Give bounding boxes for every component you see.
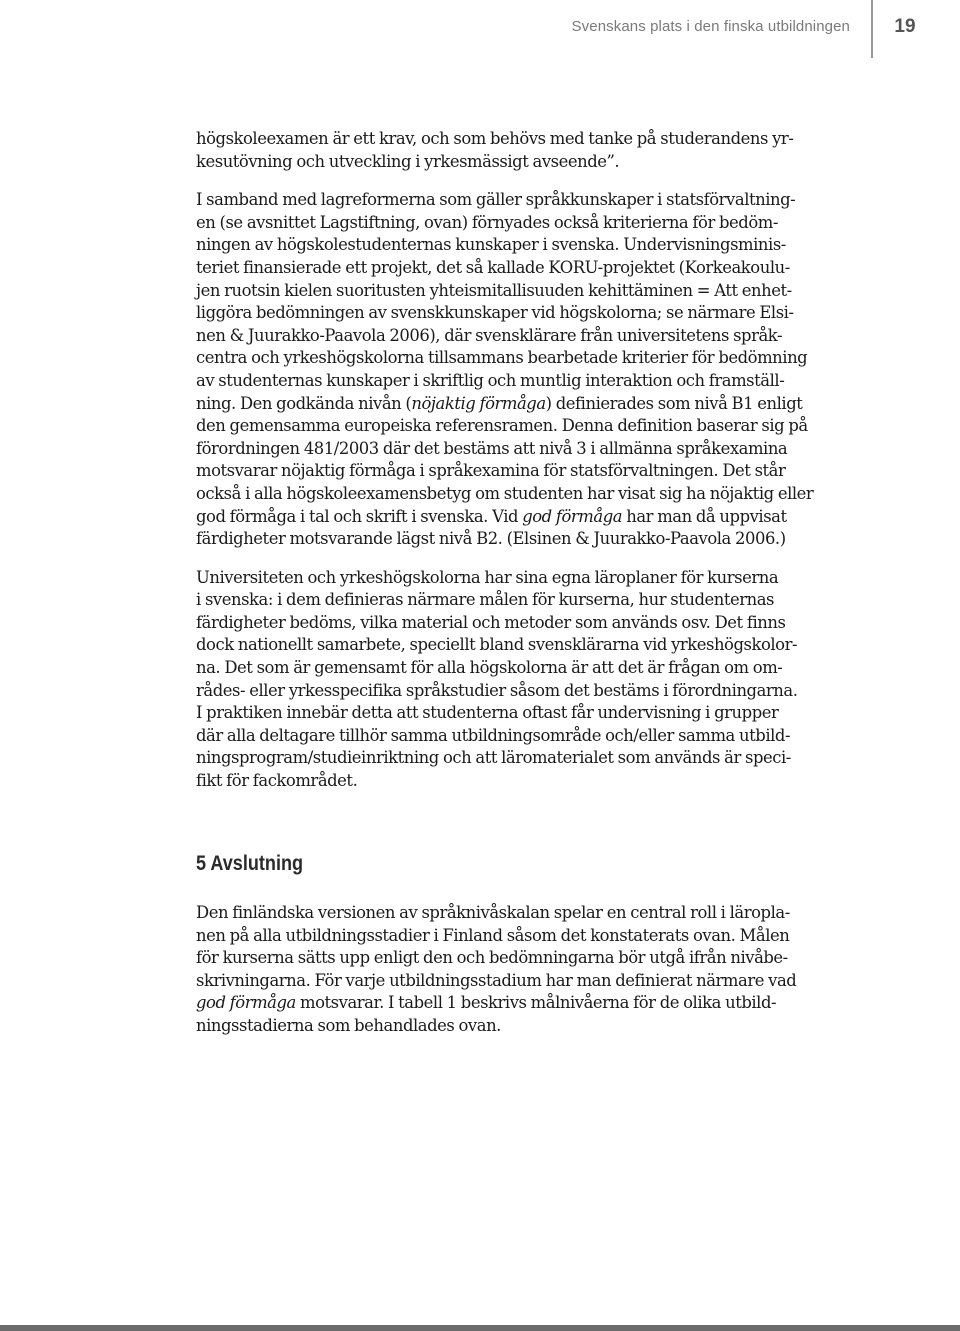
text-run: för kurserna sätts upp enligt den och bedömningarna bör utgå ifrån nivåbe- [196, 948, 788, 968]
italic-term: nöjaktig förmåga [411, 393, 546, 413]
text-run: I praktiken innebär detta att studenterna oftast får undervisning i grupper [196, 703, 779, 723]
text-run: färdigheter bedöms, vilka material och metoder som används osv. Det finns [196, 612, 786, 632]
text-line [196, 483, 816, 506]
text-line [196, 128, 816, 151]
text-run: na. Det som är gemensamt för alla högskolorna är att det är frågan om om- [196, 658, 783, 678]
text-run: jen ruotsin kielen suoritusten yhteismitallisuuden kehittäminen = Att enhet- [196, 280, 792, 300]
text-line [196, 925, 816, 948]
text-run: ningsstadierna som behandlades ovan. [196, 1015, 501, 1035]
text-run: av studenternas kunskaper i skriftlig och muntlig interaktion och framställ- [196, 370, 785, 390]
text-line [196, 702, 816, 725]
text-line [196, 657, 816, 680]
text-line [196, 612, 816, 635]
text-line [196, 212, 816, 235]
text-line [196, 770, 816, 793]
text-run: fikt för fackområdet. [196, 771, 358, 791]
text-run: I samband med lagreformerna som gäller språkkunskaper i statsförvaltning- [196, 190, 796, 210]
text-line [196, 589, 816, 612]
text-line [196, 151, 816, 174]
text-run: Den finländska versionen av språknivåskalan spelar en central roll i läropla- [196, 903, 790, 922]
text-line [196, 325, 816, 348]
text-line [196, 725, 816, 748]
text-run: ningsprogram/studieinriktning och att läromaterialet som används är speci- [196, 748, 791, 768]
page-number: 19 [894, 16, 916, 37]
text-run: god förmåga i tal och skrift i svenska. Vid [196, 506, 523, 526]
text-run: ) definierades som nivå B1 enligt [545, 393, 803, 413]
paragraph [196, 128, 816, 173]
text-run: liggöra bedömningen av svenskkunskaper vid högskolorna; se närmare Elsi- [196, 303, 794, 323]
text-line [196, 992, 816, 1015]
text-run: ningen av högskolestudenternas kunskaper i svenska. Undervisningsminis- [196, 235, 786, 255]
running-title: Svenskans plats i den finska utbildningen [571, 18, 850, 35]
text-line [196, 460, 816, 483]
text-line [196, 528, 816, 551]
text-line [196, 415, 816, 438]
italic-term: god förmåga [196, 993, 296, 1013]
text-run: färdigheter motsvarande lägst nivå B2. (Elsinen & Juurakko-Paavola 2006.) [196, 529, 786, 549]
text-run: teriet finansierade ett projekt, det så kallade KORU-projektet (Korkeakoulu- [196, 257, 790, 277]
text-run: en (se avsnittet Lagstiftning, ovan) förnyades också kriterierna för bedöm- [196, 212, 778, 232]
text-run: den gemensamma europeiska referensramen. Denna definition baserar sig på [196, 416, 808, 436]
text-run: centra och yrkeshögskolorna tillsammans bearbetade kriterier för bedömning [196, 348, 808, 368]
text-run: dock nationellt samarbete, speciellt bland svensklärarna vid yrkeshögskolor- [196, 635, 798, 655]
text-line [196, 1015, 816, 1038]
text-line [196, 680, 816, 703]
section-heading: 5 Avslutning [196, 852, 304, 875]
text-line [196, 189, 816, 212]
text-run: motsvarar. I tabell 1 beskrivs målnivåerna för de olika utbild- [295, 993, 777, 1013]
text-line [196, 347, 816, 370]
body-text-before-heading [196, 128, 816, 793]
text-run: ning. Den godkända nivån ( [196, 393, 412, 413]
text-line [196, 634, 816, 657]
paragraph [196, 902, 816, 1038]
text-line [196, 393, 816, 416]
text-line [196, 438, 816, 461]
paragraph [196, 567, 816, 793]
italic-term: god förmåga [522, 506, 623, 526]
text-line [196, 370, 816, 393]
header-divider [871, 0, 873, 58]
text-run: i svenska: i dem definieras närmare målen för kurserna, hur studenternas [196, 590, 775, 610]
text-line [196, 257, 816, 280]
text-run: motsvarar nöjaktig förmåga i språkexamina för statsförvaltningen. Det står [196, 461, 786, 481]
text-line [196, 506, 816, 529]
text-run: rådes- eller yrkesspecifika språkstudier såsom det bestäms i förordningarna. [196, 680, 798, 700]
text-run: nen på alla utbildningsstadier i Finland såsom det konstaterats ovan. Målen [196, 925, 790, 945]
text-line [196, 970, 816, 993]
text-run: där alla deltagare tillhör samma utbildningsområde och/eller samma utbild- [196, 725, 791, 745]
text-line [196, 234, 816, 257]
text-run: Universiteten och yrkeshögskolorna har sina egna läroplaner för kurserna [196, 567, 779, 587]
text-line [196, 280, 816, 303]
text-run: har man då uppvisat [622, 506, 787, 526]
paragraph [196, 189, 816, 551]
text-run: förordningen 481/2003 där det bestäms att nivå 3 i allmänna språkexamina [196, 438, 788, 458]
text-run: kesutövning och utveckling i yrkesmässigt avseende”. [196, 151, 620, 171]
text-run: också i alla högskoleexamensbetyg om studenten har visat sig ha nöjaktig eller [196, 483, 814, 503]
text-line [196, 567, 816, 590]
text-line [196, 747, 816, 770]
text-line [196, 302, 816, 325]
body-text-after-heading [196, 902, 816, 1038]
text-line [196, 947, 816, 970]
text-run: skrivningarna. För varje utbildningsstadium har man definierat närmare vad [196, 970, 797, 990]
page-bottom-edge [0, 1325, 960, 1331]
text-run: nen & Juurakko-Paavola 2006), där svensklärare från universitetens språk- [196, 325, 783, 345]
text-line [196, 902, 816, 925]
text-run: högskoleexamen är ett krav, och som behövs med tanke på studerandens yr- [196, 129, 794, 148]
